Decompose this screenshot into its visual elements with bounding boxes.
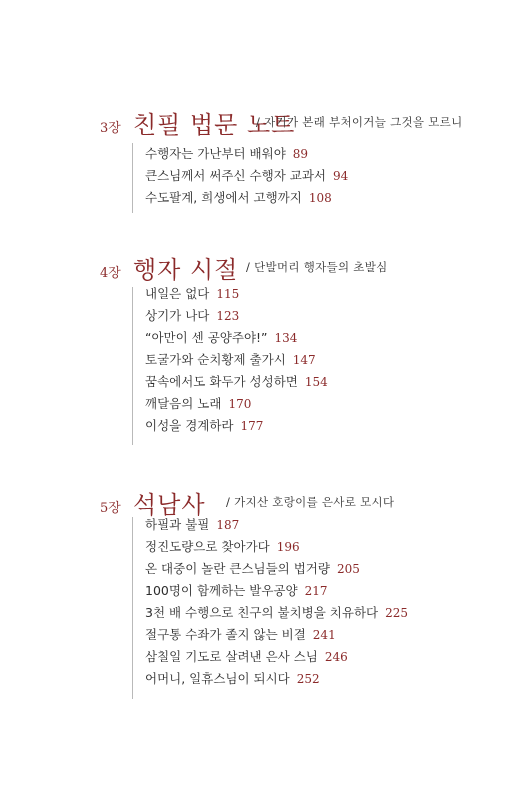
entry-title: 상기가 나다 xyxy=(145,308,210,323)
page-number: 252 xyxy=(296,672,320,686)
entry-title: 어머니, 일휴스님이 되시다 xyxy=(145,671,290,686)
entry-title: 수행자는 가난부터 배워야 xyxy=(145,146,286,161)
toc-entry[interactable] xyxy=(145,558,408,580)
toc-entry[interactable] xyxy=(145,165,348,187)
entry-title: 내일은 없다 xyxy=(145,286,210,301)
toc-entry[interactable] xyxy=(145,305,328,327)
page-number: 108 xyxy=(308,191,332,205)
toc-entry[interactable] xyxy=(145,327,328,349)
page-number: 196 xyxy=(276,540,300,554)
chapter-title: 석남사 xyxy=(133,491,206,519)
toc-list xyxy=(145,514,408,690)
divider-line xyxy=(132,143,133,213)
toc-entry[interactable] xyxy=(145,349,328,371)
divider-line xyxy=(132,517,133,699)
page-number: 123 xyxy=(216,309,240,323)
entry-title: 하필과 불필 xyxy=(145,517,210,532)
page-number: 147 xyxy=(292,353,316,367)
toc-entry[interactable] xyxy=(145,580,408,602)
entry-title: 삼칠일 기도로 살려낸 은사 스님 xyxy=(145,649,318,664)
divider-line xyxy=(132,287,133,445)
entry-title: 절구통 수좌가 졸지 않는 비결 xyxy=(145,627,306,642)
entry-title: 정진도량으로 찾아가다 xyxy=(145,539,270,554)
entry-title: 100명이 함께하는 발우공양 xyxy=(145,583,298,598)
chapter-number: 5장 xyxy=(100,501,121,516)
toc-list xyxy=(145,283,328,437)
page-number: 225 xyxy=(385,606,409,620)
entry-title: 큰스님께서 써주신 수행자 교과서 xyxy=(145,168,326,183)
toc-entry[interactable] xyxy=(145,143,348,165)
chapter-subtitle: / 단발머리 행자들의 초발심 xyxy=(246,260,388,274)
entry-title: 온 대중이 놀란 큰스님들의 법거량 xyxy=(145,561,330,576)
chapter-number: 3장 xyxy=(100,121,121,136)
toc-entry[interactable] xyxy=(145,371,328,393)
toc-entry[interactable] xyxy=(145,646,408,668)
page-number: 89 xyxy=(292,147,309,161)
page-number: 94 xyxy=(332,169,349,183)
entry-title: 수도팔계, 희생에서 고행까지 xyxy=(145,190,302,205)
toc-entry[interactable] xyxy=(145,668,408,690)
entry-title: 토굴가와 순치황제 출가시 xyxy=(145,352,286,367)
page-number: 134 xyxy=(274,331,298,345)
toc-entry[interactable] xyxy=(145,536,408,558)
toc-entry[interactable] xyxy=(145,624,408,646)
toc-entry[interactable] xyxy=(145,283,328,305)
chapter-number: 4장 xyxy=(100,266,121,281)
toc-entry[interactable] xyxy=(145,415,328,437)
toc-list xyxy=(145,143,348,209)
entry-title: 이성을 경계하라 xyxy=(145,418,234,433)
page-number: 246 xyxy=(324,650,348,664)
entry-title: “아만이 센 공양주야!” xyxy=(145,330,268,345)
chapter-title: 친필 법문 노트 xyxy=(133,111,296,139)
page-number: 187 xyxy=(216,518,240,532)
page-number: 177 xyxy=(240,419,264,433)
toc-entry[interactable] xyxy=(145,187,348,209)
page-number: 205 xyxy=(336,562,360,576)
toc-entry[interactable] xyxy=(145,602,408,624)
entry-title: 꿈속에서도 화두가 성성하면 xyxy=(145,374,298,389)
page-number: 217 xyxy=(304,584,328,598)
chapter-subtitle: / 자기가 본래 부처이거늘 그것을 모르니 xyxy=(256,115,463,129)
entry-title: 3천 배 수행으로 친구의 불치병을 치유하다 xyxy=(145,605,379,620)
page-number: 115 xyxy=(216,287,240,301)
page-number: 170 xyxy=(228,397,252,411)
toc-entry[interactable] xyxy=(145,393,328,415)
page-number: 154 xyxy=(304,375,328,389)
page-number: 241 xyxy=(312,628,336,642)
chapter-subtitle: / 가지산 호랑이를 은사로 모시다 xyxy=(226,495,395,509)
toc-entry[interactable] xyxy=(145,514,408,536)
chapter-title: 행자 시절 xyxy=(133,256,239,284)
entry-title: 깨달음의 노래 xyxy=(145,396,222,411)
